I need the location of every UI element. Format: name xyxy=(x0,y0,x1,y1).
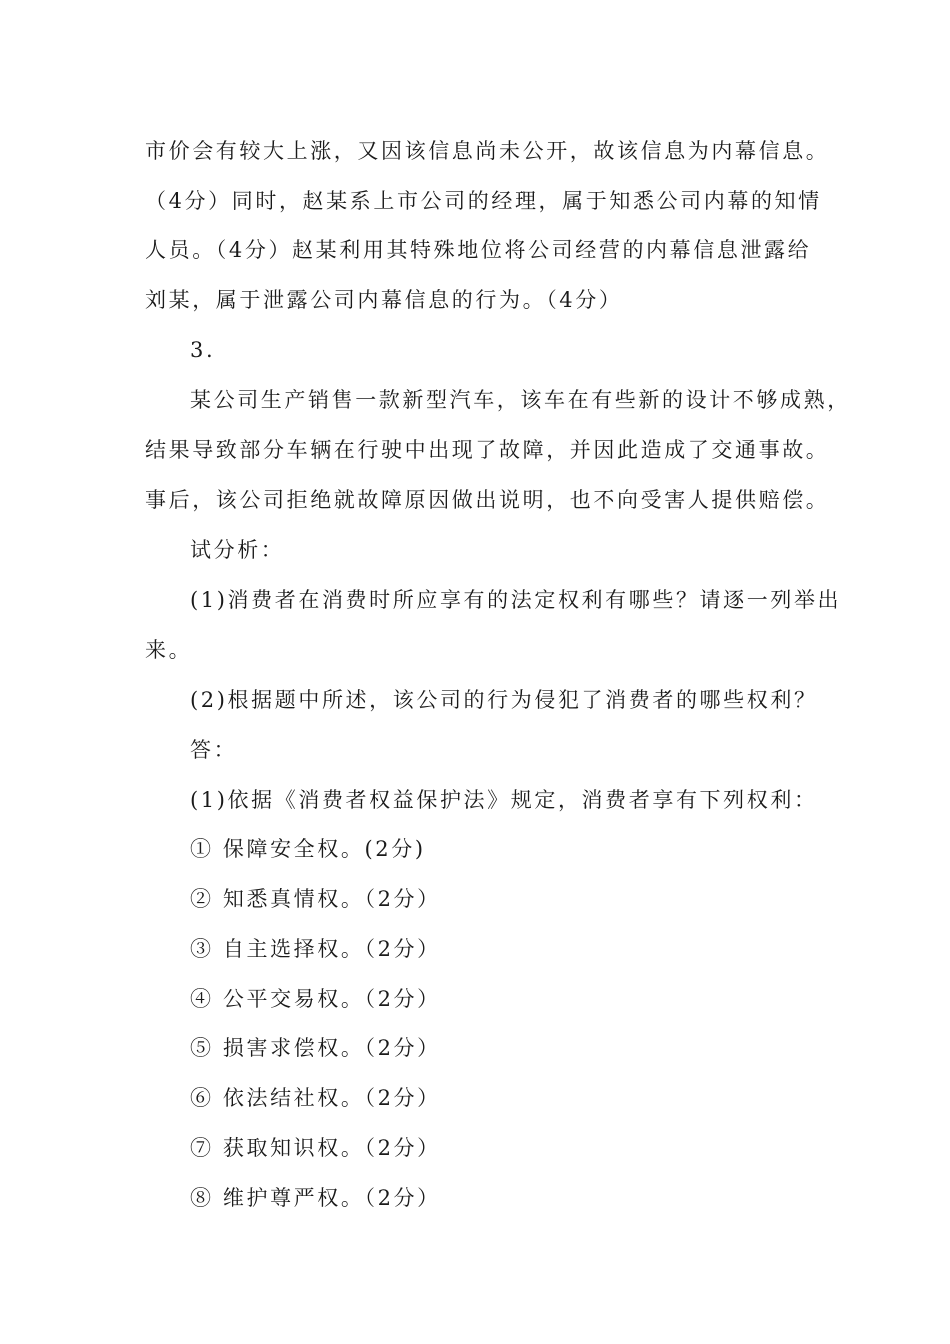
question-line: (1)消费者在消费时所应享有的法定权利有哪些？请逐一列举出 xyxy=(190,588,842,612)
paragraph-line: 刘某，属于泄露公司内幕信息的行为。（4分） xyxy=(145,288,623,312)
rights-item: ② 知悉真情权。（2分） xyxy=(190,887,441,911)
question-number: 3. xyxy=(190,338,216,362)
paragraph-line: 市价会有较大上涨，又因该信息尚未公开，故该信息为内幕信息。 xyxy=(145,139,830,163)
answer-intro: (1)依据《消费者权益保护法》规定，消费者享有下列权利： xyxy=(190,788,818,812)
question-line: 来。 xyxy=(145,638,193,662)
question-line: (2)根据题中所述，该公司的行为侵犯了消费者的哪些权利？ xyxy=(190,688,818,712)
rights-item: ① 保障安全权。(2分) xyxy=(190,837,426,861)
case-line: 结果导致部分车辆在行驶中出现了故障，并因此造成了交通事故。 xyxy=(145,438,830,462)
answer-label: 答： xyxy=(190,738,238,762)
paragraph-line: （4分）同时，赵某系上市公司的经理，属于知悉公司内幕的知情 xyxy=(145,189,822,213)
paragraph-line: 人员。（4分）赵某利用其特殊地位将公司经营的内幕信息泄露给 xyxy=(145,238,812,262)
rights-item: ⑥ 依法结社权。（2分） xyxy=(190,1086,441,1110)
rights-item: ⑧ 维护尊严权。（2分） xyxy=(190,1186,441,1210)
rights-item: ⑦ 获取知识权。（2分） xyxy=(190,1136,441,1160)
rights-item: ④ 公平交易权。（2分） xyxy=(190,987,441,1011)
rights-item: ③ 自主选择权。（2分） xyxy=(190,937,441,961)
prompt-line: 试分析： xyxy=(190,538,285,562)
rights-item: ⑤ 损害求偿权。（2分） xyxy=(190,1036,441,1060)
case-line: 某公司生产销售一款新型汽车，该车在有些新的设计不够成熟， xyxy=(190,388,851,412)
case-line: 事后，该公司拒绝就故障原因做出说明，也不向受害人提供赔偿。 xyxy=(145,488,830,512)
